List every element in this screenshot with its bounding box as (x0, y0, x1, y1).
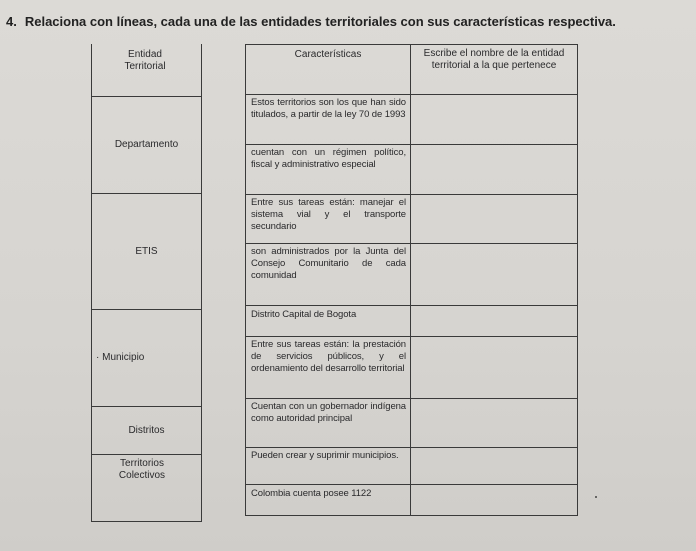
entity-distritos: Distritos (92, 407, 201, 455)
characteristic-text: cuentan con un régimen político, fiscal y administrativo especial (251, 147, 406, 170)
answer-cell[interactable] (412, 487, 572, 512)
characteristic-row (246, 448, 577, 485)
characteristic-row (246, 306, 577, 337)
characteristic-text: Entre sus tareas están: la prestación de servicios públicos, y el ordenamiento del desarrollo territorial (251, 339, 406, 374)
entity-departamento: Departamento (92, 97, 201, 194)
characteristic-row (246, 244, 577, 306)
characteristic-text: son administrados por la Junta del Consejo Comunitario de cada comunidad (251, 246, 406, 281)
characteristic-text: Distrito Capital de Bogota (251, 309, 357, 320)
characteristic-text: Estos territorios son los que han sido titulados, a partir de la ley 70 de 1993 (251, 97, 406, 120)
characteristic-row (246, 145, 577, 195)
answer-cell[interactable] (412, 197, 572, 240)
characteristic-row (246, 485, 577, 515)
entities-table (91, 44, 202, 522)
answer-cell[interactable] (412, 147, 572, 191)
entities-header: Entidad Territorial (124, 49, 166, 72)
characteristic-text: Entre sus tareas están: manejar el sistema vial y el transporte secundario (251, 197, 406, 232)
characteristic-text: Cuentan con un gobernador indígena como autoridad principal (251, 401, 406, 424)
characteristic-text: Colombia cuenta posee 1122 (251, 488, 372, 499)
answer-cell[interactable] (412, 246, 572, 302)
answer-cell[interactable] (412, 308, 572, 334)
characteristic-row (246, 337, 577, 399)
answer-cell[interactable] (412, 401, 572, 445)
answer-cell[interactable] (412, 339, 572, 395)
answer-column-header: Escribe el nombre de la entidad territorial a la que pertenece (423, 48, 565, 71)
characteristics-header: Características (294, 49, 362, 60)
characteristics-table (245, 44, 578, 516)
entity-etis: ETIS (92, 194, 201, 310)
entity-municipio: · Municipio (92, 310, 201, 407)
answer-cell[interactable] (412, 97, 572, 141)
characteristic-row (246, 399, 577, 448)
characteristic-text: Pueden crear y suprimir municipios. (251, 450, 399, 461)
question-text: Relaciona con líneas, cada una de las entidades territoriales con sus características respectiva. (24, 14, 616, 29)
entity-territorios-colectivos: Territorios Colectivos (118, 458, 166, 481)
characteristic-row (246, 195, 577, 244)
pencil-dot (595, 496, 597, 498)
answer-cell[interactable] (412, 450, 572, 482)
question-number: 4. (6, 14, 17, 29)
characteristic-row (246, 95, 577, 145)
instruction-line (6, 14, 692, 29)
characteristics-header-row (246, 45, 577, 95)
